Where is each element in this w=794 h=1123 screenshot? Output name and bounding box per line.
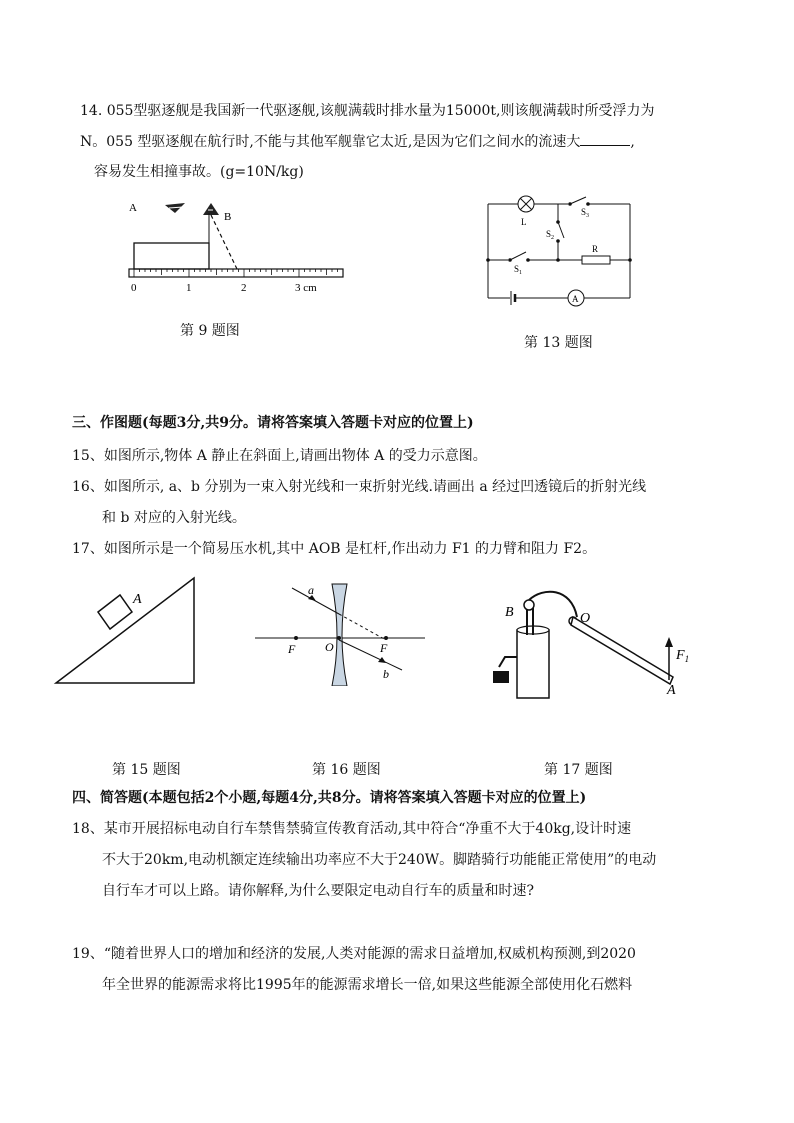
q15-text: 15、如图所示,物体 A 静止在斜面上,请画出物体 A 的受力示意图。: [72, 448, 487, 464]
q18-line-2: 不大于20km,电动机额定连续输出功率应不大于240W。脚踏骑行功能能正常使用”的电动: [102, 852, 657, 868]
pivot-b: [524, 600, 534, 610]
tick-label-0: 0: [131, 282, 137, 294]
q16-line-1: 16、如图所示, a、b 分别为一束入射光线和一束折射光线.请画出 a 经过凹透镜后的折射光线: [72, 479, 647, 495]
tick-label-2: 2: [241, 282, 247, 294]
q18-line-1: 18、某市开展招标电动自行车禁售禁骑宣传教育活动,其中符合“净重不大于40kg,设计时速: [72, 821, 632, 837]
observer-eye-a-icon: [165, 203, 185, 213]
block-a: [98, 595, 132, 629]
focus-right: [384, 636, 388, 640]
label-s2: $S_2$: [546, 229, 555, 241]
figure-15-incline: [50, 570, 200, 690]
fig16-label-o: O: [325, 640, 334, 654]
section-3-heading: 三、作图题(每题3分,共9分。请将答案填入答题卡对应的位置上): [72, 415, 474, 431]
incline-triangle: [56, 578, 194, 683]
figure-16-caption: 第 16 题图: [312, 762, 381, 778]
fig17-label-f1: $F_1$: [676, 648, 690, 664]
figure-13-caption: 第 13 题图: [524, 335, 593, 351]
fig17-label-o: O: [580, 611, 591, 626]
fig9-label-a: A: [129, 202, 137, 214]
concave-lens: [332, 584, 347, 686]
label-r: R: [592, 244, 599, 254]
resistor-r-icon: [582, 256, 610, 264]
observer-eye-b-icon: [203, 203, 219, 215]
q18-line-3: 自行车才可以上路。请你解释,为什么要限定电动自行车的质量和时速?: [102, 883, 534, 899]
spout: [499, 657, 517, 667]
q14-line-1: 14. 055型驱逐舰是我国新一代驱逐舰,该舰满载时排水量为15000t,则该舰满载时所受浮力为: [80, 103, 655, 119]
ray-a-extension: [339, 614, 386, 640]
q16-line-2: 和 b 对应的入射光线。: [102, 510, 246, 526]
label-s1: $S_1$: [514, 264, 523, 276]
ray-b-arrow: [378, 657, 386, 663]
fig16-label-b: b: [383, 667, 389, 681]
switch-s3-icon: [570, 197, 586, 204]
ray-a: [292, 588, 339, 614]
figure-9-ruler: [125, 195, 350, 300]
figure-15-caption: 第 15 题图: [112, 762, 181, 778]
label-l: L: [521, 217, 527, 227]
q14-line-2-end: ,: [630, 134, 635, 150]
figure-17-pump: [487, 585, 702, 700]
lever-arc: [529, 592, 577, 617]
measured-block: [134, 243, 209, 269]
fig16-label-f-left: F: [288, 642, 296, 656]
optical-center: [337, 636, 341, 640]
section-4-heading: 四、简答题(本题包括2个小题,每题4分,共8分。请将答案填入答题卡对应的位置上): [72, 790, 587, 806]
label-s3: $S_3$: [581, 207, 590, 219]
q19-line-1: 19、“随着世界人口的增加和经济的发展,人类对能源的需求日益增加,权威机构预测,到2020: [72, 946, 636, 962]
tick-label-3cm: 3 cm: [295, 282, 317, 294]
tick-label-1: 1: [186, 282, 192, 294]
q19-line-2: 年全世界的能源需求将比1995年的能源需求增长一倍,如果这些能源全部使用化石燃料: [102, 977, 633, 993]
figure-17-caption: 第 17 题图: [544, 762, 613, 778]
fig15-label-a: A: [133, 592, 142, 607]
lever-handle: [571, 617, 673, 684]
figure-16-lens: [250, 578, 430, 686]
fig9-label-b: B: [224, 211, 232, 223]
switch-s1-icon: [510, 252, 526, 260]
figure-9-caption: 第 9 题图: [180, 323, 240, 339]
q17-text: 17、如图所示是一个简易压水机,其中 AOB 是杠杆,作出动力 F1 的力臂和阻力 F2。: [72, 541, 597, 557]
sight-line-a-dashed: [211, 215, 237, 269]
answer-blank: [580, 131, 630, 146]
fig16-label-f-right: F: [380, 641, 388, 655]
q14-line-3: 容易发生相撞事故。(g=10N/kg): [94, 164, 304, 180]
q14-line-2-text: N。055 型驱逐舰在航行时,不能与其他军舰靠它太近,是因为它们之间水的流速大: [80, 134, 581, 150]
water-drops-icon: [493, 671, 509, 683]
q14-line-2: [80, 131, 635, 152]
focus-left: [294, 636, 298, 640]
pump-cylinder: [517, 630, 549, 698]
fig17-label-a: A: [667, 683, 676, 698]
fig16-label-a: a: [308, 583, 314, 597]
ray-b: [339, 640, 402, 670]
ruler-ticks: [134, 269, 338, 277]
fig17-label-b: B: [505, 605, 514, 620]
figure-13-circuit: [480, 192, 640, 307]
switch-s2-icon: [558, 222, 564, 238]
label-ammeter: A: [572, 294, 579, 304]
